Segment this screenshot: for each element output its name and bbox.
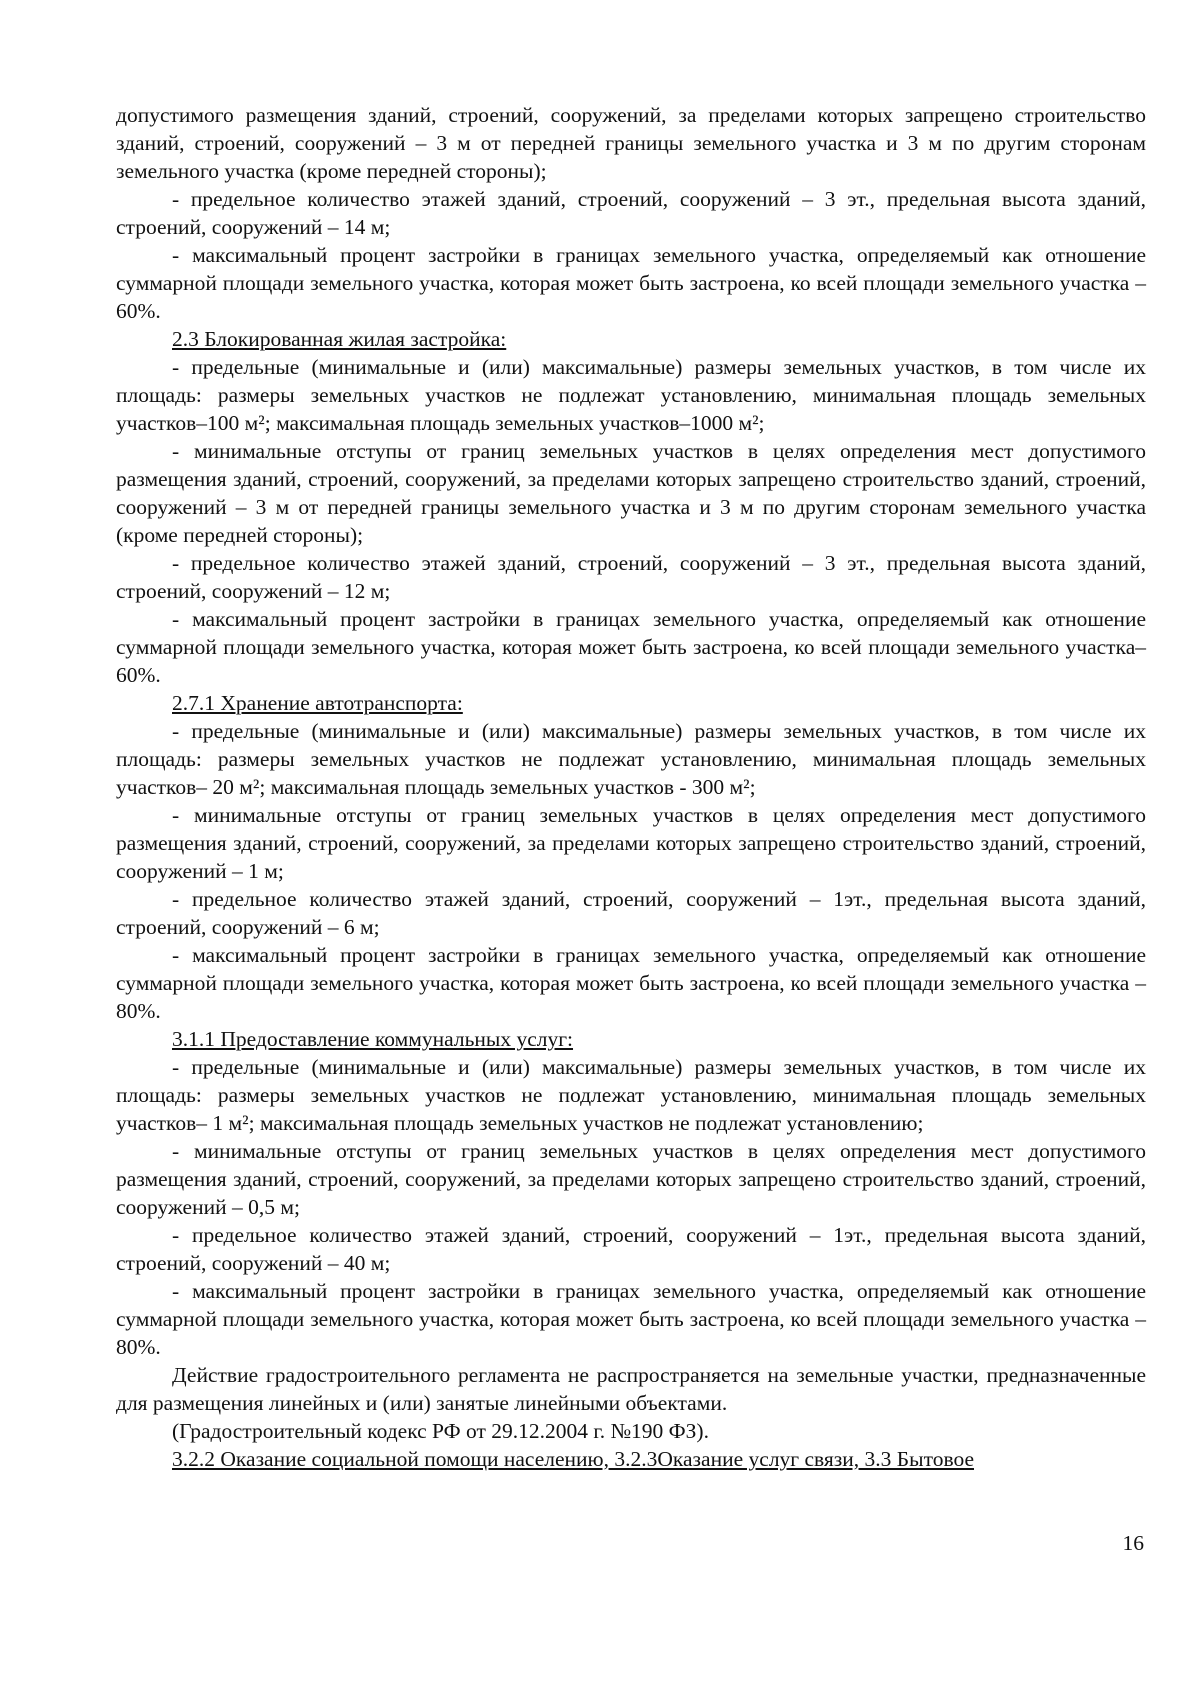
paragraph-floors-limit: - предельное количество этажей зданий, строений, сооружений – 3 эт., предельная высота зданий, строений, сооружений – 12 м; xyxy=(116,551,1146,603)
paragraph-setbacks: - минимальные отступы от границ земельных участков в целях определения мест допустимого размещения зданий, строений, сооружений, за пределами которых запрещено строительство зданий, строений, сооружений – 1 м; xyxy=(116,803,1146,883)
paragraph-floors-limit: - предельное количество этажей зданий, строений, сооружений – 1эт., предельная высота зданий, строений, сооружений – 40 м; xyxy=(116,1223,1146,1275)
paragraph-setbacks: - минимальные отступы от границ земельных участков в целях определения мест допустимого размещения зданий, строений, сооружений, за пределами которых запрещено строительство зданий, строений, сооружений – 0,5 м; xyxy=(116,1139,1146,1219)
section-heading-3-1-1: 3.1.1 Предоставление коммунальных услуг: xyxy=(172,1027,574,1051)
section-heading-3-2-2: 3.2.2 Оказание социальной помощи населению, 3.2.3Оказание услуг связи, 3.3 Бытовое xyxy=(172,1447,974,1471)
page-number: 16 xyxy=(1122,1531,1144,1555)
paragraph-setbacks: - минимальные отступы от границ земельных участков в целях определения мест допустимого размещения зданий, строений, сооружений, за пределами которых запрещено строительство зданий, строений, сооружений – 3 м от передней границы земельного участка и 3 м по другим сторонам земельного участка (кроме передней стороны); xyxy=(116,439,1146,547)
paragraph-plot-sizes: - предельные (минимальные и (или) максимальные) размеры земельных участков, в том числе их площадь: размеры земельных участков не подлежат установлению, минимальная площадь земельных участков– 1 м²; максимальная площадь земельных участков не подлежат установлению; xyxy=(116,1055,1146,1135)
paragraph-floors-limit: - предельное количество этажей зданий, строений, сооружений – 3 эт., предельная высота зданий, строений, сооружений – 14 м; xyxy=(116,187,1146,239)
paragraph-code-reference: (Градостроительный кодекс РФ от 29.12.2004 г. №190 ФЗ). xyxy=(172,1419,709,1443)
paragraph-max-percent: - максимальный процент застройки в границах земельного участка, определяемый как отношение суммарной площади земельного участка, которая может быть застроена, ко всей площади земельного участка – 80%. xyxy=(116,943,1146,1023)
paragraph-max-percent: - максимальный процент застройки в границах земельного участка, определяемый как отношение суммарной площади земельного участка, которая может быть застроена, ко всей площади земельного участка – 60%. xyxy=(116,243,1146,323)
paragraph-continuation: допустимого размещения зданий, строений, сооружений, за пределами которых запрещено строительство зданий, строений, сооружений – 3 м от передней границы земельного участка и 3 м по другим сторонам земельного участка (кроме передней стороны); xyxy=(116,103,1146,183)
paragraph-regulation-note: Действие градостроительного регламента не распространяется на земельные участки, предназначенные для размещения линейных и (или) занятые линейными объектами. xyxy=(116,1363,1146,1415)
paragraph-max-percent: - максимальный процент застройки в границах земельного участка, определяемый как отношение суммарной площади земельного участка, которая может быть застроена, ко всей площади земельного участка– 60%. xyxy=(116,607,1146,687)
paragraph-plot-sizes: - предельные (минимальные и (или) максимальные) размеры земельных участков, в том числе их площадь: размеры земельных участков не подлежат установлению, минимальная площадь земельных участков–100 м²; максимальная площадь земельных участков–1000 м²; xyxy=(116,355,1146,435)
paragraph-floors-limit: - предельное количество этажей зданий, строений, сооружений – 1эт., предельная высота зданий, строений, сооружений – 6 м; xyxy=(116,887,1146,939)
section-heading-2-3: 2.3 Блокированная жилая застройка: xyxy=(172,327,507,351)
section-heading-2-7-1: 2.7.1 Хранение автотранспорта: xyxy=(172,691,463,715)
document-body xyxy=(116,101,1146,1473)
paragraph-plot-sizes: - предельные (минимальные и (или) максимальные) размеры земельных участков, в том числе их площадь: размеры земельных участков не подлежат установлению, минимальная площадь земельных участков– 20 м²; максимальная площадь земельных участков - 300 м²; xyxy=(116,719,1146,799)
paragraph-max-percent: - максимальный процент застройки в границах земельного участка, определяемый как отношение суммарной площади земельного участка, которая может быть застроена, ко всей площади земельного участка – 80%. xyxy=(116,1279,1146,1359)
